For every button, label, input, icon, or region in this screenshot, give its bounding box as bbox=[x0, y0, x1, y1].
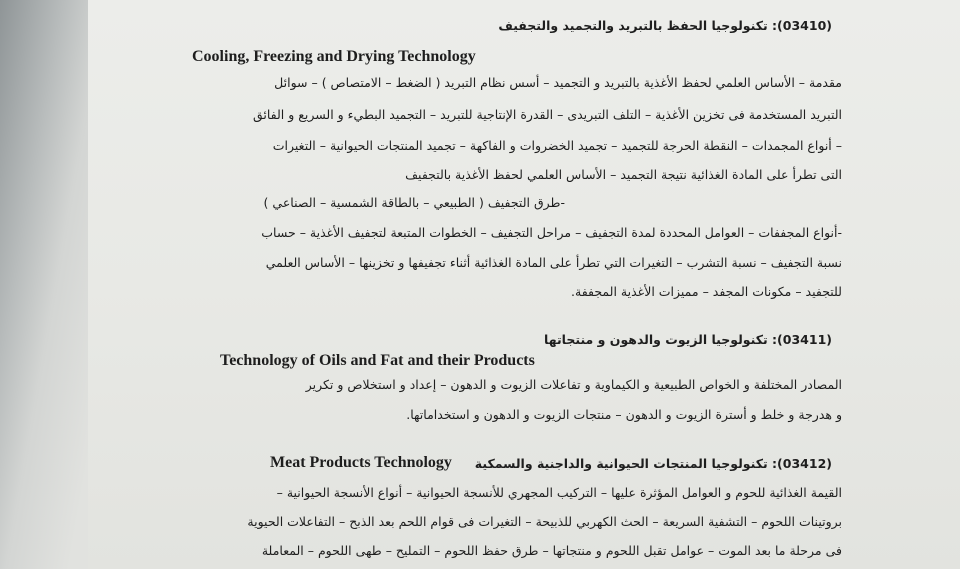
section-03410-body-line-2: التبريد المستخدمة فى تخزين الأغذية – التلف التبريدى – القدرة الإنتاجية للتبريد – التجميد البطيء و السريع و الفائق bbox=[252, 107, 842, 122]
section-03412-heading: (03412): تكنولوجيا المنتجات الحيوانية والداجنية والسمكية bbox=[474, 456, 832, 471]
section-03411-body-line-1: المصادر المختلفة و الخواص الطبيعية و الكيماوية و تفاعلات الزيوت و الدهون – إعداد و استخلاص و تكرير bbox=[305, 377, 842, 392]
section-03410-body-line-1: مقدمة – الأساس العلمي لحفظ الأغذية بالتبريد و التجميد – أسس نظام التبريد ( الضغط – الامتصاص ) – سوائل bbox=[274, 75, 842, 90]
section-03410-body-line-3: – أنواع المجمدات – النقطة الحرجة للتجميد – تجميد الخضروات و الفاكهة – تجميد المنتجات الحيوانية – التغيرات bbox=[272, 138, 842, 153]
section-03410-body-line-5: -طرق التجفيف ( الطبيعي – بالطاقة الشمسية – الصناعي ) bbox=[263, 195, 565, 210]
section-03411-body-line-2: و هدرجة و خلط و أسترة الزيوت و الدهون – منتجات الزيوت و الدهون و استخداماتها. bbox=[406, 407, 842, 422]
section-03410-heading: (03410): تكنولوجيا الحفظ بالتبريد والتجميد والتجفيف bbox=[498, 18, 832, 33]
section-03412-body-line-1: القيمة الغذائية للحوم و العوامل المؤثرة عليها – التركيب المجهري للأنسجة الحيوانية – أنواع الأنسجة الحيوانية – bbox=[276, 485, 842, 500]
section-03412-body-line-2: بروتينات اللحوم – التشفية السريعة – الحث الكهربي للذبيحة – التغيرات فى قوام اللحم بعد الذبح – التفاعلات الحيوية bbox=[247, 514, 842, 529]
section-03410-english-title: Cooling, Freezing and Drying Technology bbox=[192, 48, 476, 65]
section-03412-english-title: Meat Products Technology bbox=[270, 454, 452, 471]
section-03410-body-line-7: نسبة التجفيف – نسبة التشرب – التغيرات التي تطرأ على المادة الغذائية أثناء تجفيفها و تخزينها – الأساس العلمي bbox=[265, 255, 842, 270]
section-03410-body-line-4: التى تطرأ على المادة الغذائية نتيجة التجميد – الأساس العلمي لحفظ الأغذية بالتجفيف bbox=[405, 167, 842, 182]
section-03412-body-line-3: فى مرحلة ما بعد الموت – عوامل تقبل اللحوم و منتجاتها – طرق حفظ اللحوم – التمليح – طهى اللحوم – المعاملة bbox=[261, 543, 842, 558]
section-03411-heading: (03411): تكنولوجيا الزيوت والدهون و منتجاتها bbox=[544, 332, 832, 347]
section-03411-english-title: Technology of Oils and Fat and their Products bbox=[220, 352, 535, 369]
section-03410-body-line-8: للتجفيد – مكونات المجفد – مميزات الأغذية المجففة. bbox=[571, 284, 842, 299]
section-03410-body-line-6: -أنواع المجففات – العوامل المحددة لمدة التجفيف – مراحل التجفيف – الخطوات المتبعة لتجفيف الأغذية – حساب bbox=[261, 225, 842, 240]
